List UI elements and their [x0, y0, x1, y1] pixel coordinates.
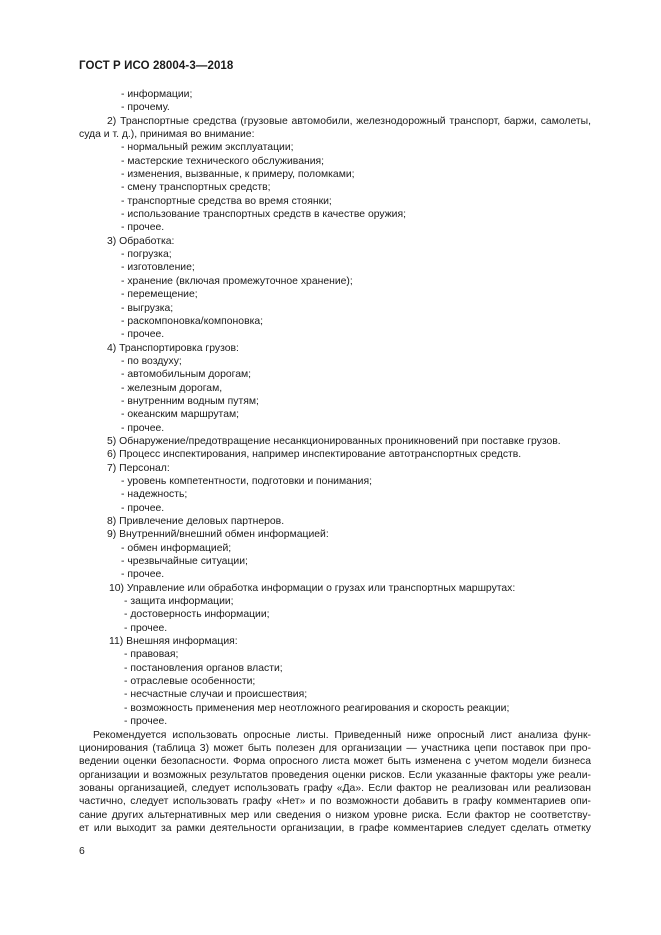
list-item: - обмен информацией; — [121, 542, 232, 554]
list-item: - возможность применения мер неотложного реагирования и скорость реакции; — [124, 702, 510, 714]
text-line: ционирования (таблица 3) может быть полезен для организации — участника цепи поставок при про- — [79, 742, 591, 754]
text-line: ведении оценки безопасности. Форма опросного листа может быть изменена с учетом модели бизнеса — [79, 756, 591, 768]
list-item: - внутренним водным путям; — [121, 395, 259, 407]
list-item: - прочее. — [121, 329, 165, 341]
text-line: 6) Процесс инспектирования, например инспектирование автотранспортных средств. — [107, 449, 522, 461]
text-line: организации и возможных результатов проведения оценки рисков. Если указанные факторы уже реали- — [79, 769, 591, 781]
list-item: - защита информации; — [124, 596, 234, 608]
list-item: - прочее. — [124, 716, 168, 728]
text-line: 10) Управление или обработка информации о грузах или транспортных маршрутах: — [109, 582, 516, 594]
list-item: - транспортные средства во время стоянки; — [121, 195, 332, 207]
list-item: - перемещение; — [121, 289, 198, 301]
list-item: - хранение (включая промежуточное хранение); — [121, 275, 353, 287]
list-item: - достоверность информации; — [124, 609, 270, 621]
text-line: 8) Привлечение деловых партнеров. — [107, 516, 285, 527]
list-item: - несчастные случаи и происшествия; — [124, 689, 308, 701]
list-item: - прочее. — [121, 569, 165, 581]
list-item: - информации; — [121, 89, 193, 100]
list-item: - погрузка; — [121, 249, 172, 261]
text-line: ет или выходит за рамки деятельности организации, в графе комментариев следует сделать отметку — [79, 822, 591, 834]
list-item: - прочее. — [121, 502, 165, 514]
text-line: 5) Обнаружение/предотвращение несанкционированных проникновений при поставке грузов. — [107, 435, 561, 447]
list-item: - надежность; — [121, 489, 188, 501]
text-line: сание других альтернативных мер или сведения о низком уровне риска. Если фактор не соответству- — [79, 809, 591, 821]
text-line: частично, следует использовать графу «Нет» и по возможности добавить в графу комментариев опи- — [79, 796, 591, 808]
list-item: - по воздуху; — [121, 355, 182, 367]
list-item: - раскомпоновка/компоновка; — [121, 315, 264, 327]
list-item: - океанским маршрутам; — [121, 409, 240, 421]
list-item: - смену транспортных средств; — [121, 182, 271, 194]
text-line: суда и т. д.), принимая во внимание: — [79, 129, 255, 141]
list-item: - прочее. — [121, 422, 165, 434]
list-item: - автомобильным дорогам; — [121, 369, 251, 381]
list-item: - изготовление; — [121, 262, 195, 274]
text-line: 9) Внутренний/внешний обмен информацией: — [107, 529, 329, 541]
list-item: - постановления органов власти; — [124, 662, 283, 674]
list-item: - выгрузка; — [121, 302, 174, 314]
text-line: зованы организацией, следует использовать графу «Да». Если фактор не реализован или реализован — [79, 782, 591, 794]
page-number: 6 — [79, 846, 85, 857]
list-item: - нормальный режим эксплуатации; — [121, 142, 294, 154]
list-item: - использование транспортных средств в качестве оружия; — [121, 209, 406, 221]
text-line: 3) Обработка: — [107, 235, 175, 247]
list-item: - железным дорогам, — [121, 382, 223, 394]
list-item: - чрезвычайные ситуации; — [121, 556, 248, 568]
list-item: - мастерские технического обслуживания; — [121, 155, 325, 167]
document-body — [79, 88, 591, 835]
list-item: - прочему. — [121, 102, 170, 114]
list-item: - правовая; — [124, 649, 179, 661]
list-item: - прочее. — [124, 622, 168, 634]
list-item: - изменения, вызванные, к примеру, поломками; — [121, 169, 355, 181]
text-line: 4) Транспортировка грузов: — [107, 342, 239, 354]
text-line: 2) Транспортные средства (грузовые автомобили, железнодорожный транспорт, баржи, самолеты, — [107, 115, 591, 127]
list-item: - прочее. — [121, 222, 165, 234]
list-item: - отраслевые особенности; — [124, 676, 256, 688]
list-item: - уровень компетентности, подготовки и понимания; — [121, 475, 372, 487]
text-line: Рекомендуется использовать опросные листы. Приведенный ниже опросный лист анализа функ- — [93, 729, 591, 741]
text-line: 11) Внешняя информация: — [109, 636, 238, 648]
text-line: 7) Персонал: — [107, 462, 170, 474]
document-header-title: ГОСТ Р ИСО 28004-3—2018 — [79, 60, 234, 72]
